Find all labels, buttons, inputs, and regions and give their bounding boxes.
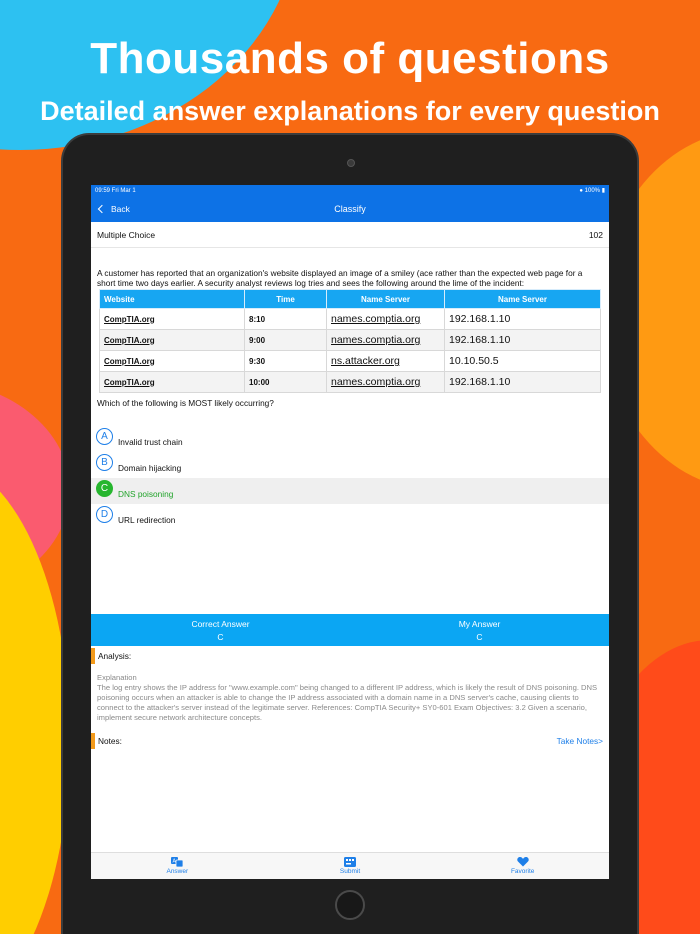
- table-row: [100, 309, 601, 330]
- option-a[interactable]: [91, 426, 609, 452]
- table-cell: CompTIA.org: [100, 351, 245, 372]
- table-cell: 192.168.1.10: [445, 372, 601, 393]
- app-screen: [91, 185, 609, 879]
- explanation-heading: Explanation: [97, 673, 137, 682]
- promo-headline: Thousands of questions: [90, 34, 610, 83]
- explanation-body: The log entry shows the IP address for "www.example.com" being changed to a different IP address, which is likely the result of DNS poisoning. DNS poisoning occurs when an attacker is able to change the IP address associated with a domain name in a DNS server's cache, causing clients to connect to the attacker's server instead of the legitimate server. References: CompTIA Security+ SY0-601 Exam Objectives: 3.2 Given a scenario, implement secure network architecture concepts.: [97, 683, 598, 722]
- submit-icon: [344, 857, 356, 867]
- table-cell: 10.10.50.5: [445, 351, 601, 372]
- option-letter: B: [96, 454, 113, 471]
- table-cell: 8:10: [245, 309, 327, 330]
- question-type: Multiple Choice: [97, 229, 156, 240]
- question-number: 102: [588, 229, 603, 240]
- wifi-icon: ●: [579, 188, 583, 194]
- translate-icon: [171, 857, 183, 867]
- table-cell: 192.168.1.10: [445, 330, 601, 351]
- table-cell: 9:00: [245, 330, 327, 351]
- option-d[interactable]: [91, 504, 609, 530]
- nav-title: Classify: [334, 204, 366, 214]
- table-cell: 10:00: [245, 372, 327, 393]
- table-cell: 9:30: [245, 351, 327, 372]
- option-letter: A: [96, 428, 113, 445]
- status-bar: [91, 185, 609, 196]
- table-row: [100, 351, 601, 372]
- back-button[interactable]: Back: [97, 196, 130, 222]
- log-table: [99, 289, 601, 393]
- promo-subheadline: Detailed answer explanations for every question: [40, 96, 660, 126]
- tab-submit[interactable]: Submit: [264, 853, 437, 879]
- table-cell: CompTIA.org: [100, 330, 245, 351]
- analysis-header: Analysis:: [91, 648, 609, 664]
- option-letter: D: [96, 506, 113, 523]
- column-header: Time: [245, 290, 327, 309]
- table-cell: names.comptia.org: [327, 330, 445, 351]
- my-answer: My Answer C: [458, 619, 501, 642]
- svg-text:A: A: [172, 858, 177, 865]
- table-header-row: [100, 290, 601, 309]
- column-header: Website: [100, 290, 245, 309]
- option-letter: C: [96, 480, 113, 497]
- status-time: 09:59 Fri Mar 1: [95, 187, 136, 194]
- table-cell: ns.attacker.org: [327, 351, 445, 372]
- option-c[interactable]: [91, 478, 609, 504]
- take-notes-link[interactable]: Take Notes>: [556, 736, 603, 746]
- question-text: A customer has reported that an organization's website displayed an image of a smiley (ace rather than the expected web page for a short time two days earlier. A security analyst reviews log tries and sees the following around the lime of the incident:: [97, 268, 583, 288]
- table-row: [100, 372, 601, 393]
- heart-icon: [517, 857, 529, 867]
- navigation-bar: [91, 196, 609, 222]
- tab-favorite[interactable]: Favorite: [436, 853, 609, 879]
- correct-answer: Correct Answer C: [191, 619, 250, 642]
- explanation: [97, 673, 603, 723]
- table-cell: names.comptia.org: [327, 309, 445, 330]
- home-button[interactable]: [335, 890, 365, 920]
- question-prompt: Which of the following is MOST likely occurring?: [97, 398, 274, 408]
- notes-header: Notes: Take Notes>: [91, 733, 609, 749]
- table-cell: CompTIA.org: [100, 372, 245, 393]
- table-cell: CompTIA.org: [100, 309, 245, 330]
- battery-icon: ▮: [601, 188, 605, 194]
- answer-options: [91, 426, 609, 530]
- table-cell: 192.168.1.10: [445, 309, 601, 330]
- tab-bar: [91, 852, 609, 879]
- column-header: Name Server: [445, 290, 601, 309]
- column-header: Name Server: [327, 290, 445, 309]
- option-text: Domain hijacking: [118, 463, 182, 473]
- table-row: [100, 330, 601, 351]
- status-battery: ● 100% ▮: [579, 188, 605, 194]
- option-text: URL redirection: [118, 515, 176, 525]
- option-text: Invalid trust chain: [118, 437, 183, 447]
- question-header: [91, 222, 609, 248]
- option-text: DNS poisoning: [118, 489, 174, 499]
- option-b[interactable]: [91, 452, 609, 478]
- answer-summary-bar: [91, 614, 609, 646]
- chevron-left-icon: [98, 205, 106, 213]
- section-marker: [91, 648, 95, 664]
- table-cell: names.comptia.org: [327, 372, 445, 393]
- tab-answer[interactable]: A Answer: [166, 858, 189, 875]
- camera-icon: [347, 159, 355, 167]
- section-marker: [91, 733, 95, 749]
